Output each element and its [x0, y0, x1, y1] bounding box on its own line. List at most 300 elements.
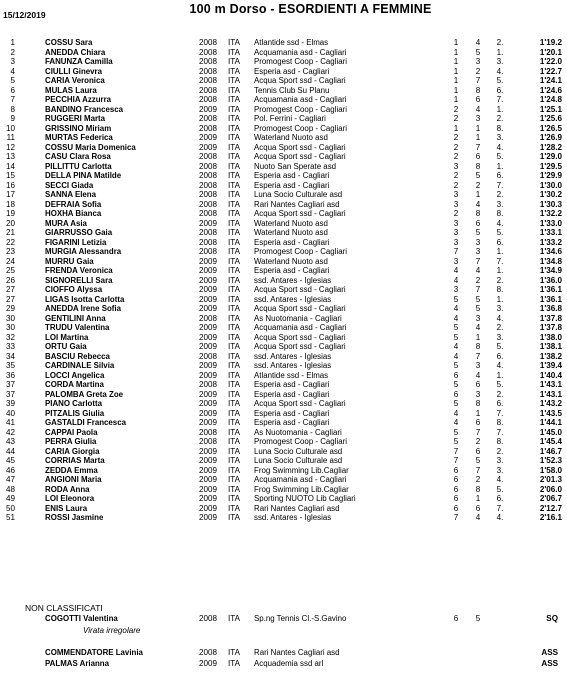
result-time: 1'25.6	[539, 114, 562, 123]
lane-number: 2	[475, 475, 481, 484]
rank-cell: 9	[10, 114, 15, 123]
table-row	[0, 143, 567, 153]
rank-cell: 25	[5, 266, 15, 275]
rank-cell: 34	[5, 351, 15, 361]
table-row	[0, 428, 567, 438]
athlete-name: HOXHA Bianca	[45, 209, 102, 218]
birth-year: 2008	[199, 209, 218, 218]
club-name: ssd. Antares - Iglesias	[254, 361, 332, 370]
rank-cell: 2	[10, 47, 15, 57]
nationality: ITA	[228, 399, 240, 408]
athlete-name: ROSSI Jasmine	[45, 513, 104, 522]
lane-number: 1	[475, 494, 481, 503]
table-row	[0, 133, 567, 143]
birth-year: 2009	[199, 256, 218, 266]
athlete-name: DEFRAIA Sofia	[45, 199, 102, 209]
heat-number: 7	[453, 446, 459, 456]
lane-number: 1	[475, 190, 481, 199]
heat-position: 5.	[496, 152, 504, 161]
nationality: ITA	[228, 446, 240, 456]
rank-cell: 17	[5, 190, 15, 199]
table-row	[0, 266, 567, 276]
club-name: Frog Swimming Lib.Cagliar	[254, 465, 349, 475]
heat-number: 1	[453, 85, 459, 95]
heat-position: 3.	[496, 133, 504, 142]
table-row	[0, 361, 567, 371]
heat-position: 6.	[496, 399, 504, 408]
lane-number: 7	[475, 351, 481, 361]
heat-position: 8.	[496, 418, 504, 427]
result-time: 1'36.8	[539, 304, 562, 313]
heat-position: 3.	[496, 332, 504, 342]
club-name: Acquamania asd - Cagliari	[254, 323, 347, 332]
lane-number: 2	[475, 437, 481, 446]
athlete-name: LOI Martina	[45, 332, 89, 342]
nationality: ITA	[228, 133, 240, 142]
nationality: ITA	[228, 152, 240, 161]
heat-position: 8.	[496, 285, 504, 294]
nationality: ITA	[228, 57, 240, 66]
birth-year: 2008	[199, 47, 218, 57]
heat-number: 4	[453, 351, 459, 361]
birth-year: 2008	[199, 247, 218, 256]
birth-year: 2009	[199, 475, 218, 484]
heat-position: 1.	[496, 161, 504, 171]
birth-year: 2008	[199, 114, 218, 123]
rank-cell: 37	[5, 389, 15, 399]
heat-number: 2	[453, 114, 459, 123]
nationality: ITA	[228, 247, 240, 256]
heat-position: 6.	[496, 85, 504, 95]
heat-number: 4	[453, 304, 459, 313]
birth-year: 2009	[199, 513, 218, 522]
athlete-name: DELLA PINA Matilde	[45, 171, 122, 180]
athlete-name: TRUDU Valentina	[45, 323, 110, 332]
athlete-name: CORDA Martina	[45, 380, 104, 389]
club-name: Esperia asd - Cagliari	[254, 237, 330, 247]
heat-position: 2.	[496, 389, 504, 399]
lane-number: 3	[475, 313, 481, 323]
lane-number: 7	[475, 76, 481, 85]
athlete-name: RODA Anna	[45, 484, 90, 494]
club-name: Acqua Sport ssd - Cagliari	[254, 332, 346, 342]
club-name: ssd. Antares - Iglesias	[254, 513, 332, 522]
heat-position: 5.	[496, 342, 504, 351]
nationality: ITA	[228, 342, 240, 351]
heat-position: 1.	[496, 47, 504, 57]
nationality: ITA	[228, 114, 240, 123]
heat-number: 3	[453, 161, 459, 171]
result-status: ASS	[541, 659, 558, 668]
lane-number: 3	[475, 361, 481, 370]
heat-number: 4	[453, 342, 459, 351]
lane-number: 1	[475, 408, 481, 418]
result-time: 1'26.5	[539, 123, 562, 133]
heat-position: 5.	[496, 228, 504, 237]
result-time: 1'39.4	[539, 361, 562, 370]
lane-number: 8	[475, 484, 481, 494]
result-time: 2'16.1	[539, 513, 562, 522]
athlete-name: PALOMBA Greta Zoe	[45, 389, 124, 399]
table-row	[0, 86, 567, 96]
nationality: ITA	[228, 275, 240, 285]
nationality: ITA	[228, 484, 240, 494]
birth-year: 2009	[199, 285, 218, 294]
club-name: Promogest Coop - Cagliari	[254, 57, 347, 66]
nationality: ITA	[228, 513, 240, 522]
birth-year: 2009	[199, 218, 218, 228]
lane-number: 5	[475, 304, 481, 313]
heat-number: 6	[453, 484, 459, 494]
lane-number: 3	[475, 237, 481, 247]
rank-cell: 36	[5, 370, 15, 380]
heat-position: 6.	[496, 237, 504, 247]
club-name: ssd. Antares - Iglesias	[254, 275, 332, 285]
club-name: Rari Nantes Cagliari asd	[254, 199, 340, 209]
rank-cell: 23	[5, 247, 15, 256]
birth-year: 2008	[199, 38, 218, 47]
rank-cell: 8	[10, 104, 15, 114]
result-time: 1'26.9	[539, 133, 562, 142]
club-name: Acqua Sport ssd - Cagliari	[254, 152, 346, 161]
table-row	[0, 105, 567, 115]
table-row	[0, 352, 567, 362]
athlete-name: ZEDDA Emma	[45, 465, 98, 475]
heat-number: 5	[453, 399, 459, 408]
club-name: As Nuotomania - Cagliari	[254, 313, 342, 323]
result-time: 1'36.0	[539, 275, 562, 285]
birth-year: 2009	[199, 446, 218, 456]
athlete-name: CARIA Veronica	[45, 76, 105, 85]
result-time: 1'38.1	[539, 342, 562, 351]
lane-number: 4	[475, 323, 481, 332]
club-name: Luna Socio Culturale asd	[254, 190, 343, 199]
club-name: Acqua Sport ssd - Cagliari	[254, 304, 346, 313]
lane-number: 4	[475, 513, 481, 522]
heat-position: 7.	[496, 256, 504, 266]
club-name: Acquamania asd - Cagliari	[254, 95, 347, 104]
heat-number: 5	[453, 332, 459, 342]
heat-position: 1.	[496, 266, 504, 275]
birth-year: 2009	[199, 304, 218, 313]
heat-number: 2	[453, 142, 459, 152]
lane-number: 5	[475, 47, 481, 57]
nationality: ITA	[228, 313, 240, 323]
birth-year: 2008	[199, 180, 218, 190]
lane-number: 6	[475, 380, 481, 389]
athlete-name: FIGARINI Letizia	[45, 237, 107, 247]
athlete-name: MULAS Laura	[45, 85, 97, 95]
table-row	[0, 342, 567, 352]
club-name: Esperia asd - Cagliari	[254, 418, 330, 427]
lane-number: 8	[475, 399, 481, 408]
result-time: 1'22.0	[539, 57, 562, 66]
birth-year: 2008	[199, 614, 218, 623]
table-row	[0, 513, 567, 523]
lane-number: 4	[475, 199, 481, 209]
table-row	[0, 285, 567, 295]
result-time: 1'46.7	[539, 446, 562, 456]
lane-number: 7	[475, 427, 481, 437]
heat-position: 5.	[496, 76, 504, 85]
heat-position: 4.	[496, 142, 504, 152]
lane-number: 6	[475, 446, 481, 456]
lane-number: 2	[475, 180, 481, 190]
result-time: 1'45.0	[539, 427, 562, 437]
result-time: 1'29.5	[539, 161, 562, 171]
birth-year: 2009	[199, 133, 218, 142]
heat-position: 7.	[496, 95, 504, 104]
table-row	[0, 295, 567, 305]
athlete-name: SECCI Giada	[45, 180, 94, 190]
nationality: ITA	[228, 237, 240, 247]
birth-year: 2009	[199, 494, 218, 503]
club-name: Rari Nantes Cagliari asd	[254, 503, 340, 513]
result-time: 1'38.2	[539, 351, 562, 361]
result-time: 1'43.1	[539, 389, 562, 399]
club-name: Luna Socio Culturale asd	[254, 456, 343, 465]
lane-number: 3	[475, 114, 481, 123]
nationality: ITA	[228, 47, 240, 57]
club-name: Acquamania asd - Cagliari	[254, 47, 347, 57]
athlete-name: MURTAS Federica	[45, 133, 113, 142]
heat-position: 4.	[496, 218, 504, 228]
result-time: 1'28.2	[539, 142, 562, 152]
club-name: Esperia asd - Cagliari	[254, 389, 330, 399]
club-name: Esperia asd - Cagliari	[254, 171, 330, 180]
rank-cell: 6	[10, 85, 15, 95]
birth-year: 2009	[199, 484, 218, 494]
result-time: 1'24.8	[539, 95, 562, 104]
club-name: Acqua Sport ssd - Cagliari	[254, 76, 346, 85]
athlete-name: GRISSINO Miriam	[45, 123, 112, 133]
rank-cell: 47	[5, 475, 15, 484]
rank-cell: 37	[5, 380, 15, 389]
rank-cell: 45	[5, 456, 15, 465]
birth-year: 2008	[199, 427, 218, 437]
rank-cell: 18	[5, 199, 15, 209]
heat-number: 3	[453, 285, 459, 294]
club-name: Acqua Sport ssd - Cagliari	[254, 209, 346, 218]
nationality: ITA	[228, 659, 240, 668]
lane-number: 6	[475, 95, 481, 104]
heat-number: 1	[453, 95, 459, 104]
nationality: ITA	[228, 294, 240, 304]
heat-position: 2.	[496, 275, 504, 285]
table-row	[0, 247, 567, 257]
lane-number: 3	[475, 389, 481, 399]
heat-number: 2	[453, 180, 459, 190]
nationality: ITA	[228, 218, 240, 228]
athlete-name: ANEDDA Chiara	[45, 47, 106, 57]
birth-year: 2008	[199, 228, 218, 237]
table-row	[0, 114, 567, 124]
table-row	[0, 238, 567, 248]
birth-year: 2008	[199, 237, 218, 247]
lane-number: 6	[475, 418, 481, 427]
table-row	[0, 76, 567, 86]
table-row	[0, 466, 567, 476]
heat-number: 1	[453, 123, 459, 133]
club-name: Waterland Nuoto asd	[254, 133, 328, 142]
athlete-name: ANEDDA Irene Sofia	[45, 304, 121, 313]
rank-cell: 39	[5, 399, 15, 408]
rank-cell: 16	[5, 180, 15, 190]
result-time: 2'06.0	[539, 484, 562, 494]
table-row	[0, 418, 567, 428]
result-time: 1'43.1	[539, 380, 562, 389]
nationality: ITA	[228, 199, 240, 209]
rank-cell: 32	[5, 332, 15, 342]
club-name: Acquamania asd - Cagliari	[254, 475, 347, 484]
club-name: Frog Swimming Lib.Cagliar	[254, 484, 349, 494]
birth-year: 2009	[199, 294, 218, 304]
table-row	[0, 371, 567, 381]
club-name: Acqua Sport ssd - Cagliari	[254, 342, 346, 351]
lane-number: 8	[475, 161, 481, 171]
athlete-name: MURGIA Alessandra	[45, 247, 122, 256]
nationality: ITA	[228, 332, 240, 342]
heat-position: 6.	[496, 351, 504, 361]
heat-position: 2.	[496, 190, 504, 199]
nationality: ITA	[228, 475, 240, 484]
heat-position: 1.	[496, 104, 504, 114]
non-classified-row	[0, 648, 567, 658]
club-name: Acquademia ssd arl	[254, 659, 324, 668]
nationality: ITA	[228, 427, 240, 437]
lane-number: 5	[475, 294, 481, 304]
birth-year: 2009	[199, 503, 218, 513]
rank-cell: 26	[5, 275, 15, 285]
birth-year: 2008	[199, 57, 218, 66]
lane-number: 8	[475, 85, 481, 95]
athlete-name: CARDINALE Silvia	[45, 361, 115, 370]
club-name: Esperia asd - Cagliari	[254, 180, 330, 190]
birth-year: 2008	[199, 76, 218, 85]
heat-position: 3.	[496, 304, 504, 313]
table-row	[0, 219, 567, 229]
table-row	[0, 95, 567, 105]
table-row	[0, 57, 567, 67]
heat-position: 3.	[496, 456, 504, 465]
club-name: ssd. Antares - Iglesias	[254, 351, 332, 361]
heat-number: 3	[453, 237, 459, 247]
heat-position: 3.	[496, 57, 504, 66]
result-time: 1'30.0	[539, 180, 562, 190]
nationality: ITA	[228, 648, 240, 657]
nationality: ITA	[228, 95, 240, 104]
heat-position: 6.	[496, 494, 504, 503]
rank-cell: 11	[6, 133, 15, 142]
birth-year: 2009	[199, 389, 218, 399]
athlete-name: MURA Asia	[45, 218, 87, 228]
heat-position: 8.	[496, 209, 504, 218]
heat-position: 2.	[496, 38, 504, 47]
athlete-name: FRENDA Veronica	[45, 266, 113, 275]
heat-number: 1	[453, 66, 459, 76]
heat-number: 5	[453, 427, 459, 437]
lane-number: 6	[475, 218, 481, 228]
rank-cell: 3	[10, 57, 15, 66]
result-time: 1'38.0	[539, 332, 562, 342]
lane-number: 2	[475, 275, 481, 285]
athlete-name: CAPPAI Paola	[45, 427, 98, 437]
lane-number: 8	[475, 209, 481, 218]
result-time: 1'22.7	[539, 66, 562, 76]
birth-year: 2008	[199, 313, 218, 323]
birth-year: 2009	[199, 323, 218, 332]
nationality: ITA	[228, 361, 240, 370]
table-row	[0, 485, 567, 495]
nationality: ITA	[228, 323, 240, 332]
heat-position: 7.	[496, 427, 504, 437]
rank-cell: 46	[5, 465, 15, 475]
result-time: 1'58.0	[539, 465, 562, 475]
club-name: Esperia asd - Cagliari	[254, 380, 330, 389]
result-status: ASS	[541, 648, 558, 657]
athlete-name: LOCCI Angelica	[45, 370, 105, 380]
birth-year: 2008	[199, 437, 218, 446]
birth-year: 2008	[199, 161, 218, 171]
table-row	[0, 494, 567, 504]
heat-number: 6	[453, 465, 459, 475]
heat-number: 3	[453, 190, 459, 199]
birth-year: 2008	[199, 95, 218, 104]
heat-position: 1.	[496, 294, 504, 304]
nationality: ITA	[228, 180, 240, 190]
birth-year: 2009	[199, 418, 218, 427]
nationality: ITA	[228, 285, 240, 294]
result-time: 1'37.8	[539, 323, 562, 332]
nationality: ITA	[228, 408, 240, 418]
rank-cell: 30	[5, 323, 15, 332]
athlete-name: SIGNORELLI Sara	[45, 275, 113, 285]
club-name: Esperia asd - Cagliari	[254, 408, 330, 418]
athlete-name: FANUNZA Camilla	[45, 57, 113, 66]
rank-cell: 30	[5, 313, 15, 323]
club-name: Tennis Club Su Planu	[254, 85, 330, 95]
club-name: Esperia asd - Cagliari	[254, 66, 330, 76]
birth-year: 2008	[199, 123, 218, 133]
heat-position: 4.	[496, 66, 504, 76]
athlete-name: ORTU Gaia	[45, 342, 87, 351]
athlete-name: BANDINO Francesca	[45, 104, 124, 114]
lane-number: 7	[475, 256, 481, 266]
rank-cell: 48	[5, 484, 15, 494]
heat-position: 4.	[496, 513, 504, 522]
heat-position: 7.	[496, 180, 504, 190]
athlete-name: ANGIONI Maria	[45, 475, 102, 484]
result-time: 1'45.4	[539, 437, 562, 446]
page-title-text: 100 m Dorso - ESORDIENTI A FEMMINE	[189, 2, 432, 16]
result-time: 1'29.0	[539, 152, 562, 161]
heat-number: 3	[453, 218, 459, 228]
athlete-name: GENTILINI Anna	[45, 313, 106, 323]
table-row	[0, 228, 567, 238]
athlete-name: COGOTTI Valentina	[45, 614, 118, 623]
club-name: Nuoto San Sperate asd	[254, 161, 337, 171]
birth-year: 2009	[199, 142, 218, 152]
table-row	[0, 48, 567, 58]
lane-number: 1	[475, 332, 481, 342]
nationality: ITA	[228, 85, 240, 95]
rank-cell: 42	[5, 427, 15, 437]
heat-number: 5	[453, 380, 459, 389]
club-name: Waterland Nuoto asd	[254, 228, 328, 237]
nationality: ITA	[228, 66, 240, 76]
lane-number: 6	[475, 152, 481, 161]
heat-number: 5	[453, 294, 459, 304]
